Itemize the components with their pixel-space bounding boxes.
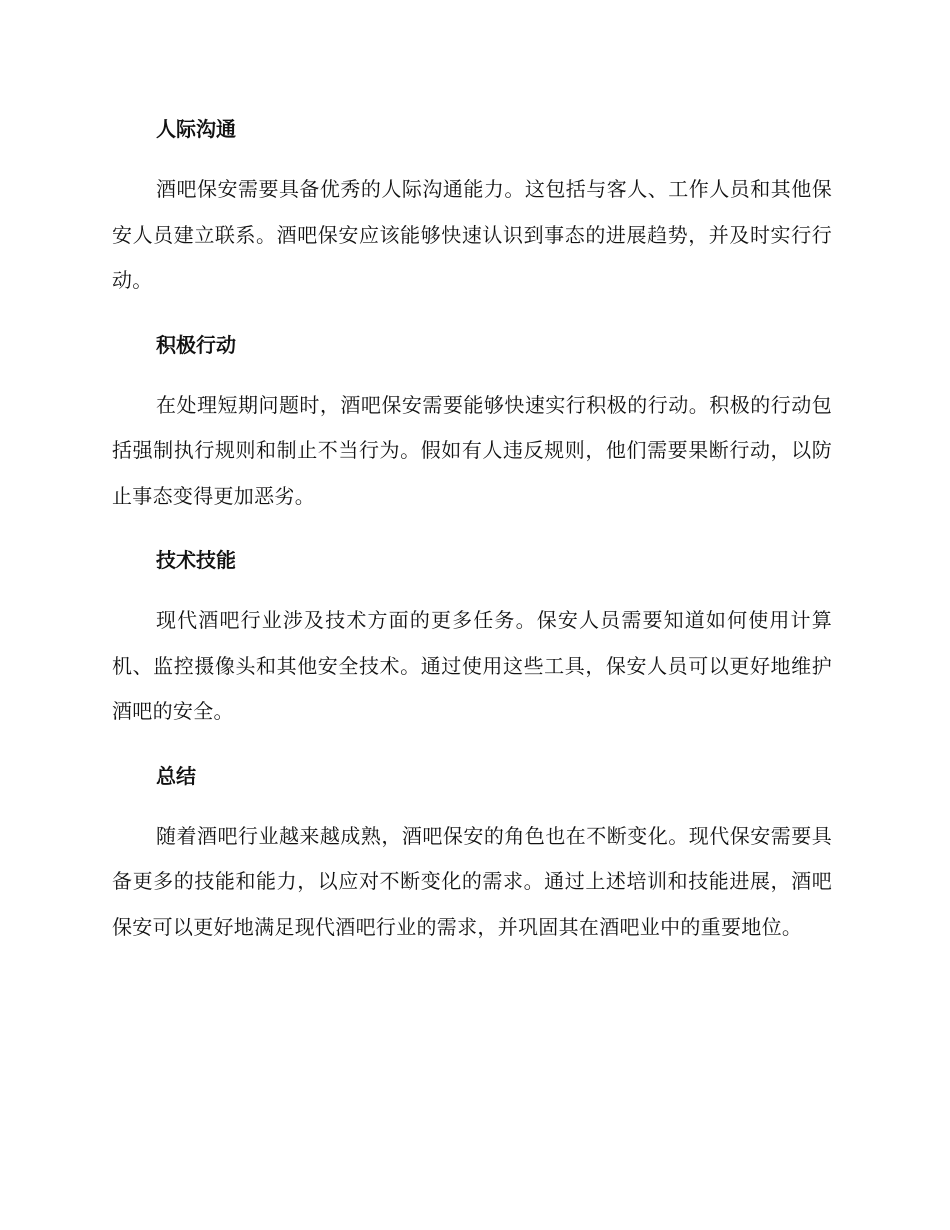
section-technical-skills — [112, 541, 832, 735]
section-heading: 总结 — [156, 763, 196, 788]
section-active-action — [112, 326, 832, 520]
section-heading: 技术技能 — [156, 548, 236, 572]
section-paragraph: 酒吧保安需要具备优秀的人际沟通能力。这包括与客人、工作人员和其他保安人员建立联系。酒吧保安应该能够快速认识到事态的进展趋势，并及时实行行动。 — [112, 177, 832, 292]
section-paragraph: 在处理短期问题时，酒吧保安需要能够快速实行积极的行动。积极的行动包括强制执行规则和制止不当行为。假如有人违反规则，他们需要果断行动，以防止事态变得更加恶劣。 — [112, 392, 832, 508]
section-summary — [112, 757, 832, 951]
section-interpersonal-communication — [112, 110, 832, 304]
section-paragraph: 随着酒吧行业越来越成熟，酒吧保安的角色也在不断变化。现代保安需要具备更多的技能和能力，以应对不断变化的需求。通过上述培训和技能进展，酒吧保安可以更好地满足现代酒吧行业的需求，并巩固其在酒吧业中的重要地位。 — [112, 823, 832, 939]
section-heading: 积极行动 — [156, 332, 236, 357]
section-heading: 人际沟通 — [156, 117, 236, 141]
document-body — [112, 110, 832, 972]
section-paragraph: 现代酒吧行业涉及技术方面的更多任务。保安人员需要知道如何使用计算机、监控摄像头和其他安全技术。通过使用这些工具，保安人员可以更好地维护酒吧的安全。 — [112, 608, 832, 723]
